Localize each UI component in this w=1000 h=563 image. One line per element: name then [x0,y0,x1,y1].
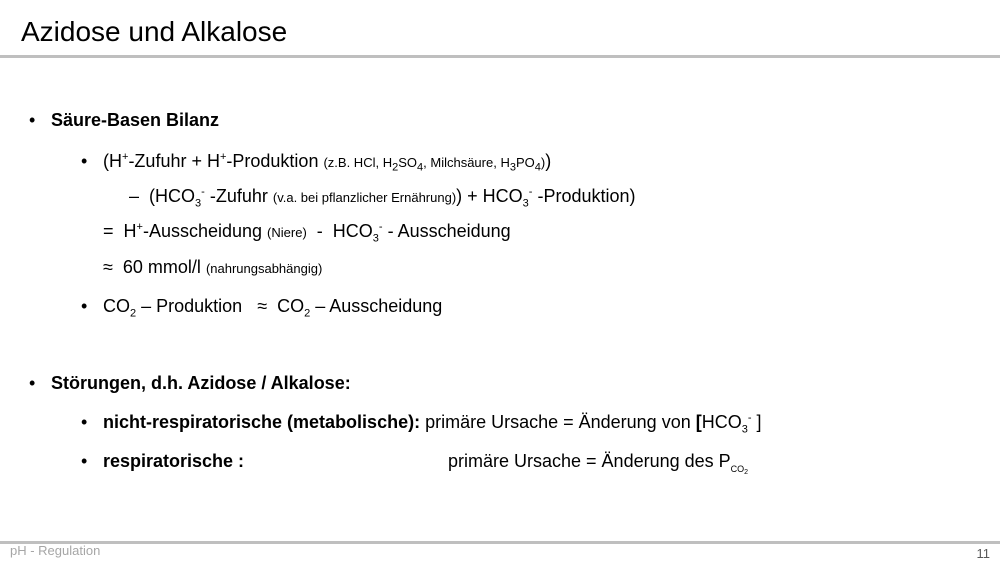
footer-divider [0,541,1000,544]
respiratory-cause: primäre Ursache = Änderung des $P_{CO_2}$ [448,451,749,477]
bullet-icon: • [81,151,88,171]
respiratory-item: • respiratorische : [81,451,245,471]
bullet-icon: • [81,451,88,471]
co2-balance-line: • $CO_2$ – Produktion ≈ $CO_2$ – Ausscheidung [81,296,443,320]
metabolic-item: • nicht-respiratorische (metabolische): primäre Ursache = Änderung von [$HCO_3^-$ ] [81,412,762,436]
excretion-equation-line: = H+-Ausscheidung (Niere) - $HCO_3^-$ - Ausscheidung [103,221,511,245]
bullet-icon: • [29,110,36,130]
bullet-icon: • [81,296,88,316]
section-heading-balance: • Säure-Basen Bilanz [29,110,220,130]
slide-title: Azidose und Alkalose [21,16,288,47]
title-divider [0,55,1000,58]
section-heading-disorders: • Störungen, d.h. Azidose / Alkalose: [29,373,351,393]
balance-intake-line: • (H+-Zufuhr + H+-Produktion (z.B. HCl, $H_2SO_4$, Milchsäure, $H_3PO_4$)) [81,151,552,174]
bullet-icon: • [81,412,88,432]
page-number: 11 [976,546,990,561]
bicarbonate-line: – ($HCO_3^-$ -Zufuhr (v.a. bei pflanzlicher Ernährung)) + $HCO_3^-$ -Produktion) [129,186,636,210]
amount-line: ≈ 60 mmol/l (nahrungsabhängig) [103,257,323,277]
footer-topic: pH - Regulation [10,543,101,558]
bullet-icon: • [29,373,36,393]
